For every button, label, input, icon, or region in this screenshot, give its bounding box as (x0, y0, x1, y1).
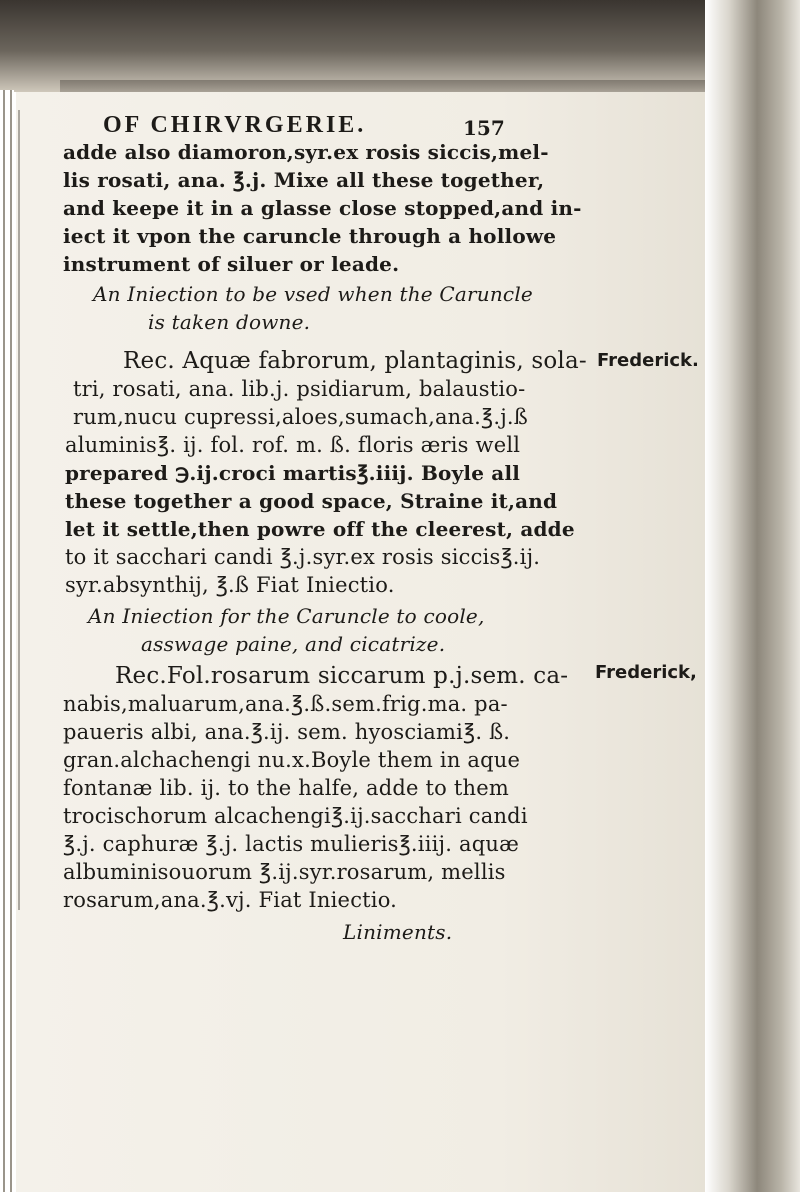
text-line: gran.alchachengi nu.x.Boyle them in aque (63, 748, 521, 772)
text-line: lis rosati, ana. ℥.j. Mixe all these together, (63, 168, 545, 192)
section-heading: is taken downe. (148, 310, 311, 334)
page-number: 157 (463, 116, 505, 140)
text-line: tri, rosati, ana. lib.j. psidiarum, balaustio- (73, 377, 526, 401)
text-line: Rec. Aquæ fabrorum, plantaginis, sola- (123, 348, 587, 374)
text-line: and keepe it in a glasse close stopped,and in- (63, 196, 582, 220)
text-line: fontanæ lib. ij. to the halfe, adde to them (63, 776, 509, 800)
text-line: pauеris albi, ana.℥.ij. sem. hyosciami℥. ß. (63, 720, 511, 744)
text-line: aluminis℥. ij. fol. rof. m. ß. floris æris well (65, 433, 521, 457)
section-heading: An Iniection to be vsed when the Caruncle (93, 282, 533, 306)
text-line: albuminisouorum ℥.ij.syr.rosarum, mellis (63, 860, 506, 884)
text-line: syr.absynthij, ℥.ß Fiat Iniectio. (65, 573, 395, 597)
section-heading: Liniments. (343, 920, 453, 944)
text-line: Rec.Fol.rosarum siccarum p.j.sem. ca- (115, 663, 569, 689)
text-line: let it settle,then powre off the cleerest, adde (65, 517, 575, 541)
margin-note: Frederick. (597, 350, 699, 371)
text-line: these together a good space, Straine it,and (65, 489, 558, 513)
text-line: ℥.j. caphuræ ℥.j. lactis mulieris℥.iiij. aquæ (63, 832, 520, 856)
section-heading: asswage paine, and cicatrize. (141, 632, 446, 656)
text-line: adde also diamoron,syr.ex rosis siccis,mel- (63, 140, 549, 164)
text-line: nabis,maluarum,ana.℥.ß.sem.frig.ma. pa- (63, 692, 508, 716)
left-page-edges (0, 90, 14, 1192)
section-heading: An Iniection for the Caruncle to coole, (88, 604, 485, 628)
book-gutter-edge (705, 0, 800, 1192)
margin-rule (18, 110, 20, 910)
text-line: rum,nucu cupressi,aloes,sumach,ana.℥.j.ß (73, 405, 529, 429)
running-head: OF CHIRVRGERIE. (103, 112, 367, 138)
margin-note: Frederick, (595, 662, 697, 683)
text-line: rosarum,ana.℥.vj. Fiat Iniectio. (63, 888, 398, 912)
text-line: prepared ℈.ij.croci martis℥.iiij. Boyle all (65, 461, 521, 485)
text-line: iect it vpon the caruncle through a hollowe (63, 224, 557, 248)
text-line: trocischorum alcachengi℥.ij.sacchari candi (63, 804, 528, 828)
book-top-edge (0, 0, 800, 92)
text-line: to it sacchari candi ℥.j.syr.ex rosis siccis℥.ij. (65, 545, 541, 569)
text-line: instrument of siluer or leade. (63, 252, 400, 276)
